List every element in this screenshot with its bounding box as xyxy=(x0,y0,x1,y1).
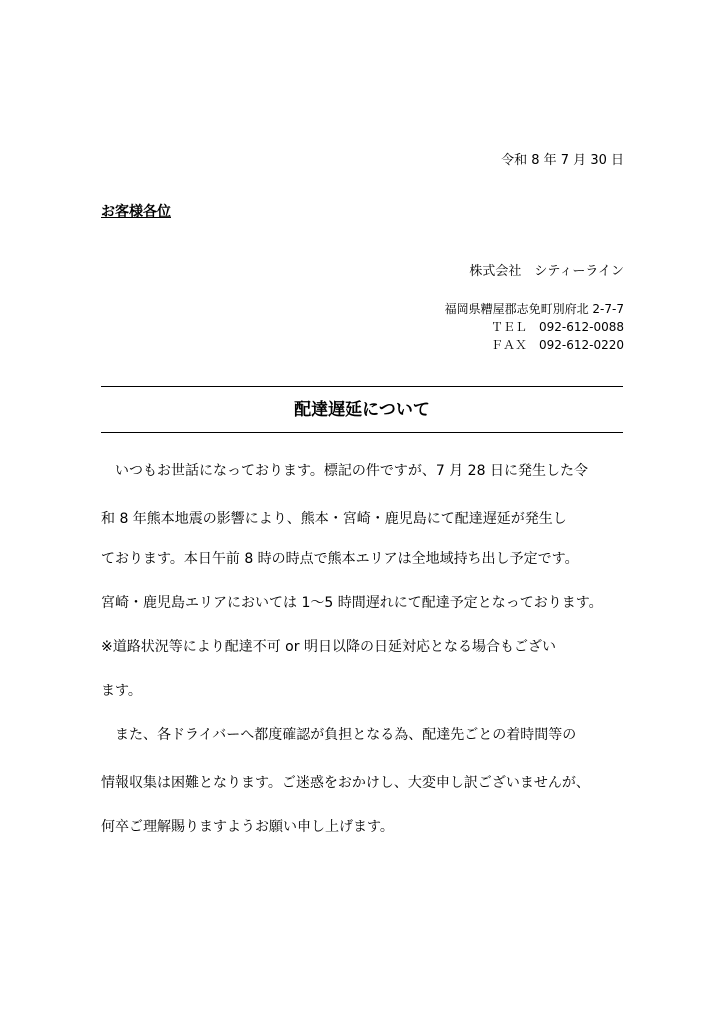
body-line-7: また、各ドライバーへ都度確認が負担となる為、配達先ごとの着時間等の xyxy=(101,727,577,743)
recipient-line: お客様各位 xyxy=(101,204,171,220)
body-line-2: 和 8 年熊本地震の影響により、熊本・宮崎・鹿児島にて配達遅延が発生し xyxy=(101,511,567,527)
issue-date: 令和 8 年 7 月 30 日 xyxy=(501,153,624,168)
body-line-4: 宮崎・鹿児島エリアにおいては 1～5 時間遅れにて配達予定となっております。 xyxy=(101,595,603,611)
company-address: 福岡県糟屋郡志免町別府北 2-7-7 xyxy=(444,302,624,316)
body-line-8: 情報収集は困難となります。ご迷惑をおかけし、大変申し訳ございませんが、 xyxy=(101,775,590,791)
body-line-6: ます。 xyxy=(101,683,142,699)
document-title: 配達遅延について xyxy=(294,400,430,420)
body-line-9: 何卒ご理解賜りますようお願い申し上げます。 xyxy=(101,819,394,835)
body-line-1: いつもお世話になっております。標記の件ですが、7 月 28 日に発生した令 xyxy=(101,463,588,479)
body-line-5: ※道路状況等により配達不可 or 明日以降の日延対応となる場合もござい xyxy=(101,639,556,655)
contact-block xyxy=(445,300,624,354)
body-line-3: ております。本日午前 8 時の時点で熊本エリアは全地域持ち出し予定です。 xyxy=(101,551,579,567)
company-fax: ＦＡＸ 092-612-0220 xyxy=(490,338,624,352)
title-rule-top xyxy=(101,386,623,387)
company-tel: ＴＥＬ 092-612-0088 xyxy=(490,320,624,334)
title-rule-bottom xyxy=(101,432,623,433)
company-name: 株式会社 シティーライン xyxy=(469,264,624,279)
